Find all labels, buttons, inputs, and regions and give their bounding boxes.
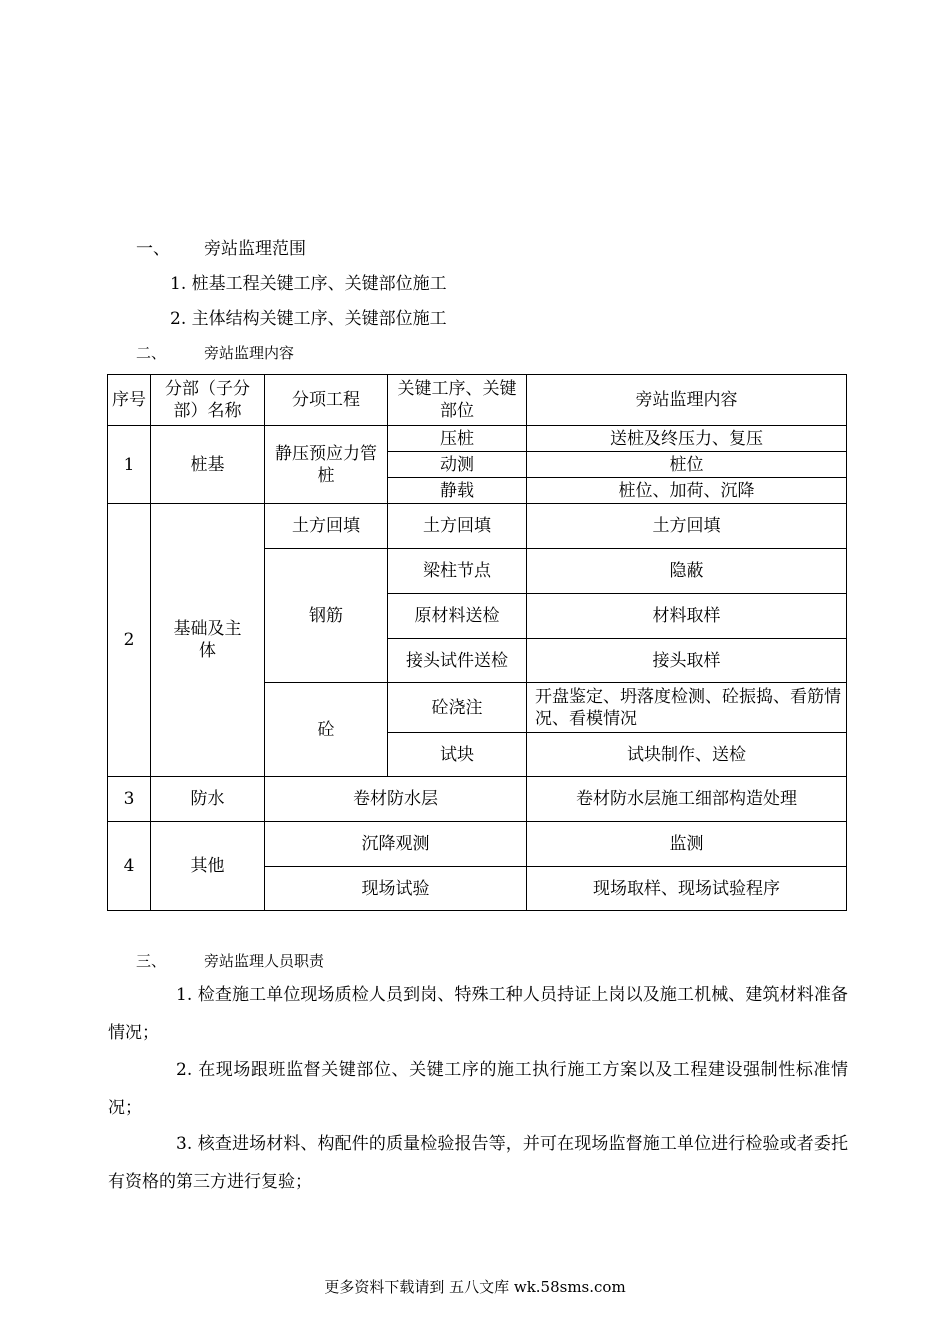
table-header-row xyxy=(108,375,847,426)
cell-part xyxy=(151,504,265,777)
duty-paragraph-1: 1. 检查施工单位现场质检人员到岗、特殊工种人员持证上岗以及施工机械、建筑材料准备情况； xyxy=(108,985,848,1043)
section-1-item-1: 1. 桩基工程关键工序、关键部位施工 xyxy=(170,274,447,294)
cell-content: 开盘鉴定、坍落度检测、砼振捣、看筋情况、看模情况 xyxy=(527,683,847,733)
cell-key: 动测 xyxy=(388,452,527,478)
cell-content: 现场取样、现场试验程序 xyxy=(527,867,847,911)
supervision-table xyxy=(107,374,847,911)
cell-content: 卷材防水层施工细部构造处理 xyxy=(527,777,847,822)
cell-sub: 静压预应力管桩 xyxy=(265,426,388,504)
duty-paragraph-3: 3. 核查进场材料、构配件的质量检验报告等，并可在现场监督施工单位进行检验或者委托有资格的第三方进行复验； xyxy=(108,1134,848,1192)
cell-seq: 3 xyxy=(108,777,151,822)
cell-content: 试块制作、送检 xyxy=(527,733,847,777)
cell-content: 送桩及终压力、复压 xyxy=(527,426,847,452)
table-row xyxy=(108,426,847,452)
section-1-number: 一、 xyxy=(136,239,170,259)
header-content: 旁站监理内容 xyxy=(527,375,847,426)
cell-key: 土方回填 xyxy=(388,504,527,549)
cell-sub: 现场试验 xyxy=(265,867,527,911)
section-3-number: 三、 xyxy=(136,952,167,970)
cell-content: 材料取样 xyxy=(527,594,847,639)
section-1-item-2: 2. 主体结构关键工序、关键部位施工 xyxy=(170,309,447,329)
cell-part: 防水 xyxy=(151,777,265,822)
cell-part: 其他 xyxy=(151,822,265,911)
cell-sub: 卷材防水层 xyxy=(265,777,527,822)
duty-paragraph-2: 2. 在现场跟班监督关键部位、关键工序的施工执行施工方案以及工程建设强制性标准情况； xyxy=(108,1060,848,1118)
header-seq: 序号 xyxy=(108,375,151,426)
section-2-title: 旁站监理内容 xyxy=(204,344,295,362)
cell-key: 原材料送检 xyxy=(388,594,527,639)
cell-sub: 钢筋 xyxy=(265,549,388,683)
cell-content: 隐蔽 xyxy=(527,549,847,594)
table-row xyxy=(108,822,847,867)
cell-sub: 沉降观测 xyxy=(265,822,527,867)
cell-sub: 土方回填 xyxy=(265,504,388,549)
section-3-title: 旁站监理人员职责 xyxy=(204,952,325,970)
cell-seq: 1 xyxy=(108,426,151,504)
cell-content: 接头取样 xyxy=(527,639,847,683)
cell-key: 静载 xyxy=(388,478,527,504)
cell-content: 监测 xyxy=(527,822,847,867)
cell-part-text: 基础及主体 xyxy=(173,619,242,661)
cell-seq: 2 xyxy=(108,504,151,777)
section-1-title: 旁站监理范围 xyxy=(204,239,306,259)
table-row xyxy=(108,777,847,822)
section-2-number: 二、 xyxy=(136,344,167,362)
cell-key: 砼浇注 xyxy=(388,683,527,733)
footer-text: 更多资料下载请到 五八文库 wk.58sms.com xyxy=(324,1278,626,1296)
cell-key: 试块 xyxy=(388,733,527,777)
cell-content: 桩位 xyxy=(527,452,847,478)
cell-seq: 4 xyxy=(108,822,151,911)
cell-content: 桩位、加荷、沉降 xyxy=(527,478,847,504)
table-row xyxy=(108,504,847,549)
header-sub: 分项工程 xyxy=(265,375,388,426)
cell-part: 桩基 xyxy=(151,426,265,504)
cell-content: 土方回填 xyxy=(527,504,847,549)
cell-key: 压桩 xyxy=(388,426,527,452)
cell-key: 梁柱节点 xyxy=(388,549,527,594)
header-key: 关键工序、关键部位 xyxy=(388,375,527,426)
cell-key: 接头试件送检 xyxy=(388,639,527,683)
cell-sub: 砼 xyxy=(265,683,388,777)
header-part: 分部（子分部）名称 xyxy=(151,375,265,426)
